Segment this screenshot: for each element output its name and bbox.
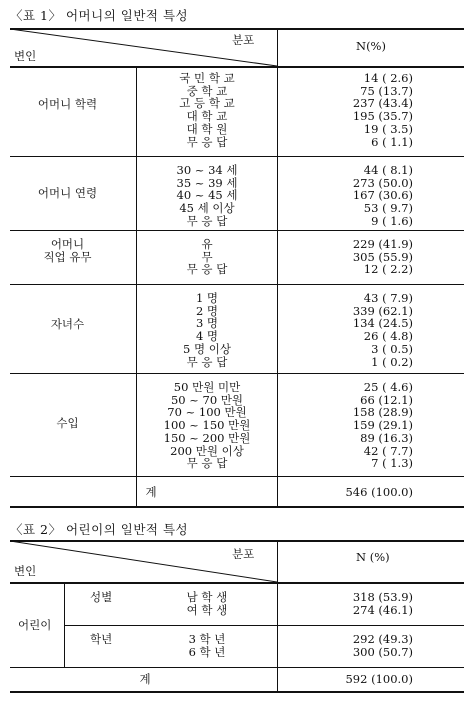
t1-value: 195 (35.7) (352, 109, 413, 124)
t1-item: 2 명 (195, 303, 219, 318)
t1-value: 66 (12.1) (360, 392, 413, 407)
t1-item: 50 ~ 70 만원 (170, 392, 244, 407)
t2-header-n: N (%) (356, 550, 390, 564)
table1-caption: 〈표 1〉 어머니의 일반적 특성 (10, 8, 189, 23)
t2-total-rule (10, 667, 464, 668)
t1-value: 42 ( 7.7) (363, 443, 413, 458)
t1-item: 70 ~ 100 만원 (167, 405, 247, 420)
t1-value: 134 (24.5) (352, 316, 413, 331)
t1-value: 3 ( 0.5) (371, 341, 413, 356)
t1-value: 44 ( 8.1) (363, 163, 413, 177)
t1-item: 무 응 답 (186, 354, 228, 369)
t1-value: 53 ( 9.7) (363, 201, 413, 216)
t1-total-value: 546 (100.0) (345, 485, 413, 499)
t2-col-divider (64, 583, 65, 668)
t2-subgroup-label: 성별 (90, 590, 113, 604)
t1-item: 무 (201, 249, 213, 264)
t1-value: 1 ( 0.2) (371, 354, 413, 369)
t1-group-label: 어머니 연령 (37, 186, 98, 200)
t2-total-label: 계 (139, 672, 151, 686)
t1-item: 200 만원 이상 (170, 443, 244, 458)
t1-value: 25 ( 4.6) (363, 380, 413, 394)
table2-caption: 〈표 2〉 어린이의 일반적 특성 (10, 522, 189, 537)
t1-value: 9 ( 1.6) (371, 213, 413, 228)
t1-item: 무 응 답 (186, 134, 228, 149)
t1-value: 237 (43.4) (352, 96, 413, 111)
t2-item: 6 학 년 (188, 645, 226, 659)
t1-item: 무 응 답 (186, 456, 228, 471)
t1-value: 75 (13.7) (360, 83, 413, 98)
t1-value: 12 ( 2.2) (363, 262, 413, 277)
t2-subgroup-label: 학년 (90, 632, 113, 646)
t2-item: 남 학 생 (186, 590, 228, 604)
t1-item: 5 명 이상 (183, 341, 231, 356)
t1-total-label: 계 (145, 485, 157, 499)
t1-group-rule (10, 284, 464, 285)
t2-header-dist: 분포 (232, 547, 255, 561)
t1-item: 35 ~ 39 세 (176, 175, 238, 190)
t1-value: 6 ( 1.1) (371, 134, 413, 149)
t1-value: 43 ( 7.9) (363, 291, 413, 305)
t1-group-label: 자녀수 (50, 317, 85, 331)
t1-value: 89 (16.3) (360, 430, 413, 445)
t1-item: 중 학 교 (186, 83, 228, 98)
t1-item: 4 명 (195, 329, 219, 344)
t1-item: 40 ~ 45 세 (176, 188, 238, 203)
t1-item: 무 응 답 (186, 213, 228, 228)
t1-item: 국 민 학 교 (179, 71, 235, 85)
t1-value: 305 (55.9) (352, 249, 413, 264)
t1-group-label: 어머니 학력 (37, 97, 98, 111)
t1-item: 100 ~ 150 만원 (163, 418, 251, 433)
t1-group-rule (10, 373, 464, 374)
t1-item: 대 학 교 (186, 109, 228, 124)
t1-item: 고 등 학 교 (179, 96, 235, 111)
t1-item: 45 세 이상 (179, 201, 235, 216)
t1-group-rule (10, 156, 464, 157)
t1-value: 7 ( 1.3) (371, 456, 413, 471)
t2-total-value: 592 (100.0) (345, 672, 413, 686)
t1-value: 158 (28.9) (352, 405, 413, 420)
t1-group-rule (10, 230, 464, 231)
t1-item: 150 ~ 200 만원 (163, 430, 251, 445)
t1-value: 167 (30.6) (352, 188, 413, 203)
t1-item: 유 (201, 237, 213, 251)
t1-item: 50 만원 미만 (173, 380, 241, 394)
t1-value: 19 ( 3.5) (363, 121, 413, 136)
t1-group-label: 어머니 (50, 237, 85, 251)
t1-group-label: 수입 (56, 416, 79, 430)
t2-value: 274 (46.1) (352, 603, 413, 617)
t2-value: 300 (50.7) (352, 645, 413, 659)
t2-item: 3 학 년 (188, 632, 226, 646)
t1-value: 273 (50.0) (352, 175, 413, 190)
t2-sub-rule (64, 625, 464, 626)
t1-group-label: 직업 유무 (43, 250, 92, 264)
t1-value: 14 ( 2.6) (363, 71, 413, 85)
t1-item: 무 응 답 (186, 262, 228, 277)
t1-value: 26 ( 4.8) (363, 329, 413, 344)
t1-item: 3 명 (195, 316, 219, 331)
t1-header-var: 변인 (14, 49, 37, 63)
t2-value: 292 (49.3) (352, 632, 413, 646)
t1-header-dist: 분포 (232, 33, 255, 47)
t2-header-var: 변인 (14, 564, 37, 578)
t1-item: 1 명 (195, 291, 219, 305)
t1-value: 159 (29.1) (352, 418, 413, 433)
t1-total-rule (10, 476, 464, 477)
t2-item: 여 학 생 (186, 603, 228, 617)
t1-value: 229 (41.9) (352, 237, 413, 251)
t2-bottom-rule (10, 691, 464, 693)
t1-item: 30 ~ 34 세 (176, 163, 238, 177)
t1-value: 339 (62.1) (352, 303, 413, 318)
t2-value: 318 (53.9) (352, 590, 413, 604)
t1-item: 대 학 원 (186, 121, 228, 136)
t1-header-n: N(%) (356, 39, 386, 53)
t1-bottom-rule (10, 506, 464, 508)
t2-group-label: 어린이 (18, 618, 52, 632)
